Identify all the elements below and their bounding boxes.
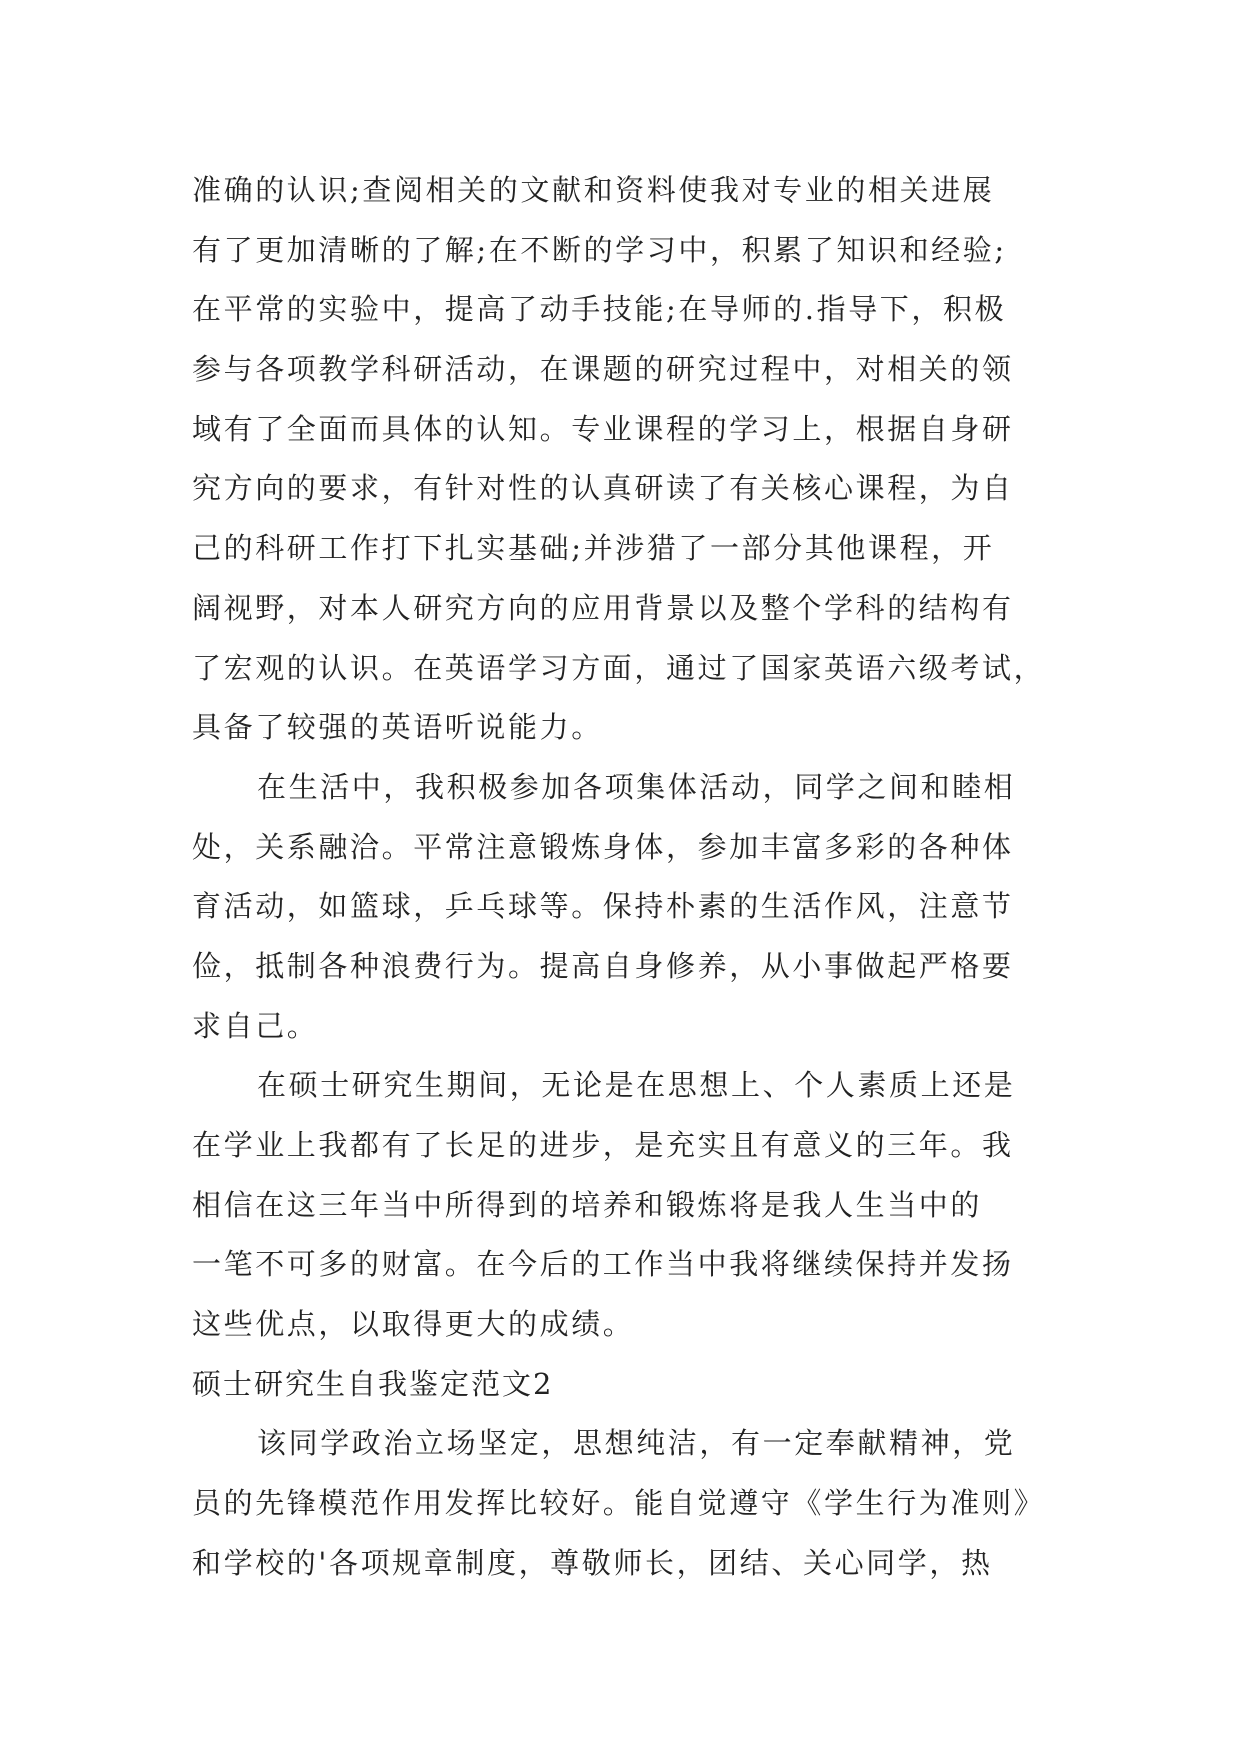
text-line: 在硕士研究生期间，无论是在思想上、个人素质上还是 xyxy=(257,1068,1016,1103)
text-line: 处，关系融洽。平常注意锻炼身体，参加丰富多彩的各种体 xyxy=(192,829,1014,864)
text-line: 俭，抵制各种浪费行为。提高自身修养，从小事做起严格要 xyxy=(192,948,1014,983)
text-line: 一笔不可多的财富。在今后的工作当中我将继续保持并发扬 xyxy=(192,1247,1014,1282)
text-line: 相信在这三年当中所得到的培养和锻炼将是我人生当中的 xyxy=(192,1187,983,1222)
text-line: 了宏观的认识。在英语学习方面，通过了国家英语六级考试， xyxy=(192,650,1046,685)
text-line: 在生活中，我积极参加各项集体活动，同学之间和睦相 xyxy=(257,769,1016,804)
text-line: 究方向的要求，有针对性的认真研读了有关核心课程，为自 xyxy=(192,471,1014,506)
text-line: 阔视野，对本人研究方向的应用背景以及整个学科的结构有 xyxy=(192,590,1014,625)
paragraph xyxy=(192,1414,1052,1593)
document-body xyxy=(192,161,1052,1594)
text-line: 这些优点，以取得更大的成绩。 xyxy=(192,1307,635,1342)
text-line: 域有了全面而具体的认知。专业课程的学习上，根据自身研 xyxy=(192,411,1014,446)
paragraph xyxy=(192,1056,1052,1354)
text-line: 具备了较强的英语听说能力。 xyxy=(192,710,603,745)
text-line: 求自己。 xyxy=(192,1008,319,1043)
heading-text: 硕士研究生自我鉴定范文2 xyxy=(192,1366,554,1401)
text-line: 育活动，如篮球，乒乓球等。保持朴素的生活作风，注意节 xyxy=(192,889,1014,924)
text-line: 该同学政治立场坚定，思想纯洁，有一定奉献精神，党 xyxy=(257,1426,1016,1461)
text-line: 己的科研工作打下扎实基础;并涉猎了一部分其他课程，开 xyxy=(192,531,995,566)
paragraph xyxy=(192,161,1052,758)
text-line: 有了更加清晰的了解;在不断的学习中，积累了知识和经验; xyxy=(192,232,1007,267)
text-line: 在平常的实验中，提高了动手技能;在导师的.指导下，积极 xyxy=(192,292,1007,327)
section-heading xyxy=(192,1355,1052,1415)
text-line: 在学业上我都有了长足的进步，是充实且有意义的三年。我 xyxy=(192,1128,1014,1162)
text-line: 准确的认识;查阅相关的文献和资料使我对专业的相关进展 xyxy=(192,173,995,207)
text-line: 参与各项教学科研活动，在课题的研究过程中，对相关的领 xyxy=(192,352,1014,387)
paragraph xyxy=(192,758,1052,1056)
text-line: 员的先锋模范作用发挥比较好。能自觉遵守《学生行为准则》 xyxy=(192,1486,1046,1521)
text-line: 和学校的'各项规章制度，尊敬师长，团结、关心同学，热 xyxy=(192,1545,993,1580)
